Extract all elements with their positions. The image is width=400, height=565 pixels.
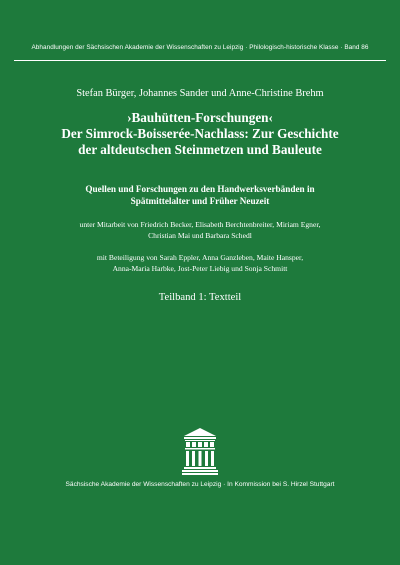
book-title: [20, 110, 380, 158]
collaborators: [20, 220, 380, 241]
academy-building-icon: [182, 427, 218, 475]
collaborators-line-1: unter Mitarbeit von Friedrich Becker, Elisabeth Berchtenbreiter, Miriam Egner,: [79, 220, 321, 229]
subtitle-line-1: Quellen und Forschungen zu den Handwerksverbänden in: [85, 184, 315, 194]
book-subtitle: [20, 183, 380, 207]
participants-line-1: mit Beteiligung von Sarah Eppler, Anna Ganzleben, Maite Hansper,: [96, 253, 304, 262]
participants: [20, 253, 380, 274]
volume-label: Teilband 1: Textteil: [158, 292, 242, 303]
series-line: Abhandlungen der Sächsischen Akademie der Wissenschaften zu Leipzig · Philologisch-historische Klasse · Band 86: [31, 44, 369, 51]
authors: Stefan Bürger, Johannes Sander und Anne-Christine Brehm: [76, 88, 324, 99]
title-line-1: ›Bauhütten-Forschungen‹: [127, 110, 273, 125]
participants-line-2: Anna-Maria Harbke, Jost-Peter Liebig und Sonja Schmitt: [112, 263, 288, 273]
divider-rule: [14, 60, 386, 61]
title-line-2: Der Simrock-Boisserée-Nachlass: Zur Geschichte: [61, 126, 339, 141]
title-line-3: der altdeutschen Steinmetzen und Bauleute: [78, 142, 322, 157]
publisher-line: Sächsische Akademie der Wissenschaften zu Leipzig · In Kommission bei S. Hirzel Stuttgart: [65, 481, 335, 488]
subtitle-line-2: Spätmittelalter und Früher Neuzeit: [130, 196, 270, 206]
collaborators-line-2: Christian Mai und Barbara Schedl: [148, 230, 252, 240]
